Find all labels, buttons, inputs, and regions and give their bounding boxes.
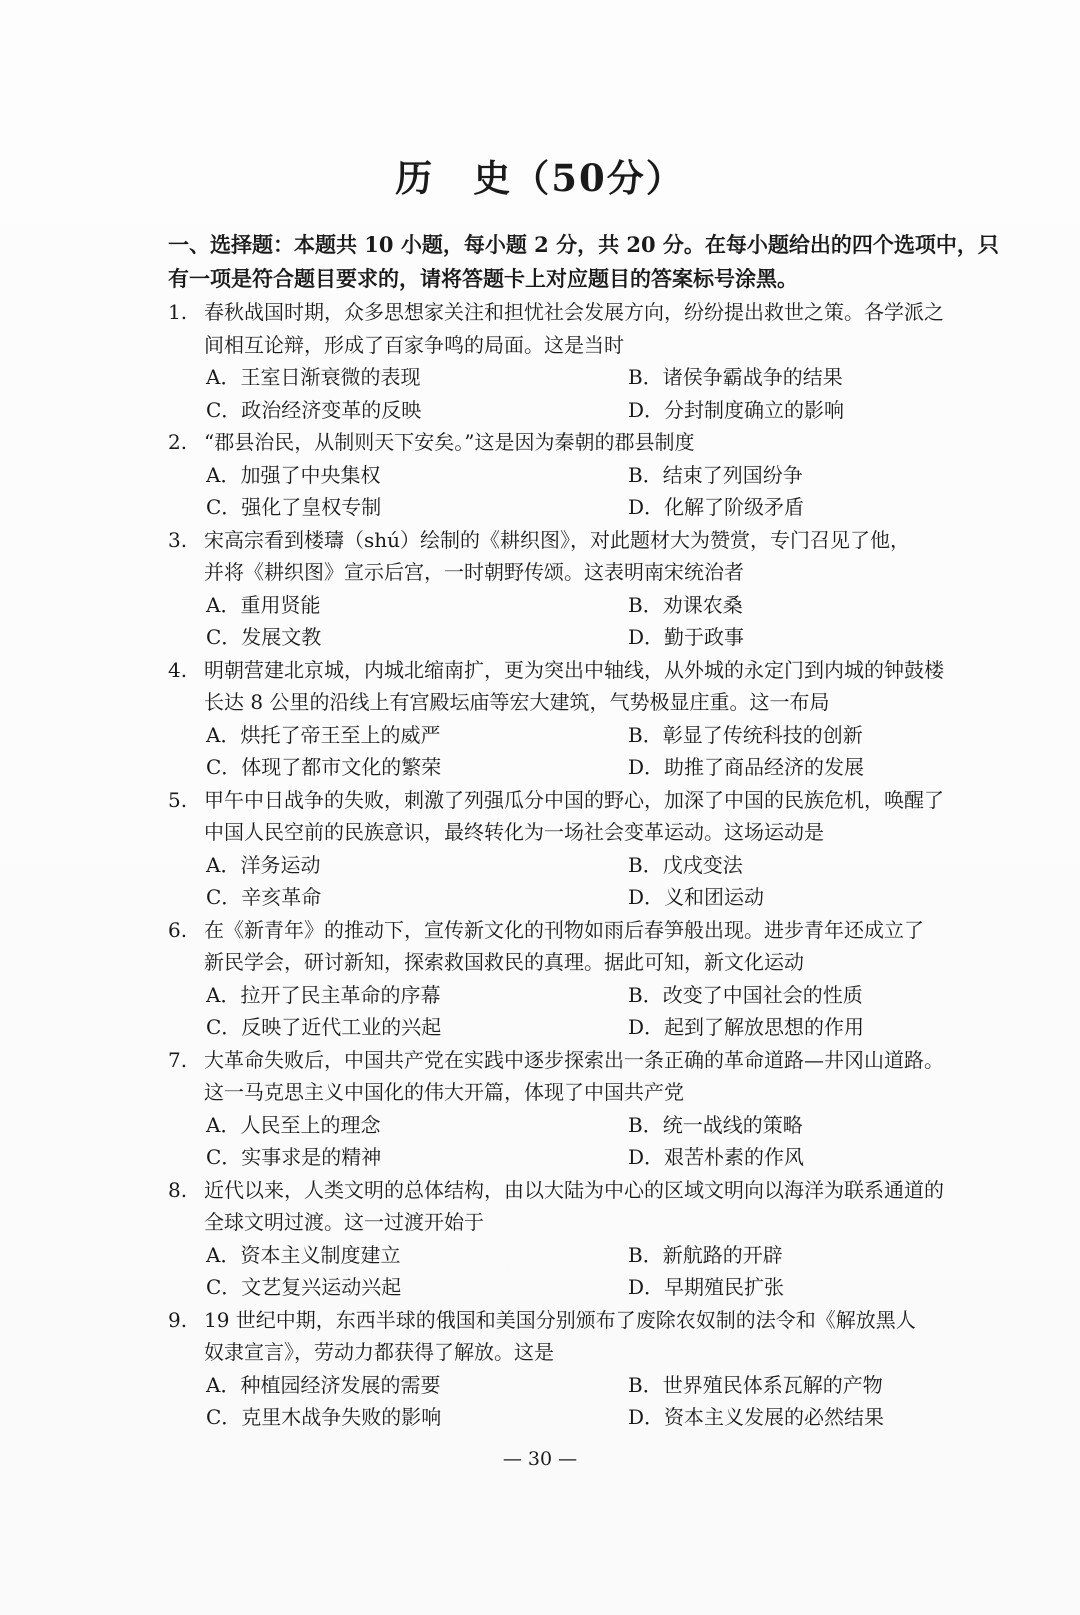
option-c: C．辛亥革命 <box>206 885 322 909</box>
question <box>168 1044 1008 1174</box>
question-stem: 在《新青年》的推动下，宣传新文化的刊物如雨后春笋般出现。进步青年还成立了 <box>204 917 924 942</box>
option-d: D．分封制度确立的影响 <box>628 397 845 422</box>
question-stem: 宋高宗看到楼璹（shú）绘制的《耕织图》，对此题材大为赞赏，专门召见了他， <box>204 527 911 552</box>
question <box>168 784 1008 914</box>
question <box>168 1174 1008 1304</box>
question-stem: 甲午中日战争的失败，刺激了列强瓜分中国的野心，加深了中国的民族危机，唤醒了 <box>204 787 944 812</box>
question-stem: 19 世纪中期，东西半球的俄国和美国分别颁布了废除农奴制的法令和《解放黑人 <box>204 1307 916 1332</box>
question-number: 3. <box>168 527 188 552</box>
option-a: A．资本主义制度建立 <box>206 1242 401 1267</box>
question <box>168 296 1008 426</box>
option-d: D．勤于政事 <box>628 625 745 649</box>
option-b: B．新航路的开辟 <box>628 1242 783 1267</box>
option-d: D．资本主义发展的必然结果 <box>628 1405 885 1429</box>
question-number: 9. <box>168 1307 188 1332</box>
question-stem-cont: 全球文明过渡。这一过渡开始于 <box>204 1210 484 1234</box>
option-c: C．反映了近代工业的兴起 <box>206 1015 442 1039</box>
option-d: D．义和团运动 <box>628 885 765 909</box>
question-stem-cont: 长达 8 公里的沿线上有宫殿坛庙等宏大建筑，气势极显庄重。这一布局 <box>204 690 830 714</box>
page-number: — 30 — <box>502 1448 578 1470</box>
question <box>168 524 1008 654</box>
option-b: B．彰显了传统科技的创新 <box>628 722 863 747</box>
question-stem-cont: 并将《耕织图》宣示后宫，一时朝野传颂。这表明南宋统治者 <box>204 560 744 584</box>
question-stem-cont: 间相互论辩，形成了百家争鸣的局面。这是当时 <box>204 332 624 357</box>
option-d: D．化解了阶级矛盾 <box>628 495 805 519</box>
option-d: D．艰苦朴素的作风 <box>628 1145 805 1169</box>
option-d: D．助推了商品经济的发展 <box>628 755 865 779</box>
option-b: B．世界殖民体系瓦解的产物 <box>628 1372 883 1397</box>
question <box>168 426 1008 524</box>
option-a: A．洋务运动 <box>206 852 321 877</box>
question-number: 1. <box>168 300 188 324</box>
option-a: A．人民至上的理念 <box>206 1112 381 1137</box>
option-c: C．克里木战争失败的影响 <box>206 1405 442 1429</box>
question-number: 4. <box>168 657 188 682</box>
option-b: B．诸侯争霸战争的结果 <box>628 365 843 389</box>
question-stem-cont: 奴隶宣言》，劳动力都获得了解放。这是 <box>204 1340 554 1364</box>
option-a: A．烘托了帝王至上的威严 <box>206 722 441 747</box>
option-d: D．起到了解放思想的作用 <box>628 1015 865 1039</box>
question <box>168 1304 1008 1434</box>
question-stem: 明朝营建北京城，内城北缩南扩，更为突出中轴线，从外城的永定门到内城的钟鼓楼 <box>204 657 944 682</box>
section-instructions: 一、选择题：本题共 10 小题，每小题 2 分，共 20 分。在每小题给出的四个选项中，只有一项是符合题目要求的，请将答题卡上对应题目的答案标号涂黑。 <box>168 232 999 291</box>
option-a: A．重用贤能 <box>206 592 321 617</box>
question-number: 6. <box>168 917 188 942</box>
option-c: C．强化了皇权专制 <box>206 495 382 519</box>
option-c: C．体现了都市文化的繁荣 <box>206 755 442 779</box>
question-stem: 近代以来，人类文明的总体结构，由以大陆为中心的区域文明向以海洋为联系通道的 <box>204 1177 944 1202</box>
question-stem: “郡县治民，从制则天下安矣。”这是因为秦朝的郡县制度 <box>204 430 695 454</box>
option-c: C．实事求是的精神 <box>206 1145 382 1169</box>
question <box>168 914 1008 1044</box>
question-stem-cont: 新民学会，研讨新知，探索救国救民的真理。据此可知，新文化运动 <box>204 950 804 974</box>
option-b: B．统一战线的策略 <box>628 1112 803 1137</box>
question-stem-cont: 这一马克思主义中国化的伟大开篇，体现了中国共产党 <box>204 1080 684 1104</box>
question-number: 5. <box>168 787 188 812</box>
option-b: B．结束了列国纷争 <box>628 462 803 487</box>
option-b: B．改变了中国社会的性质 <box>628 982 863 1007</box>
option-a: A．拉开了民主革命的序幕 <box>206 982 441 1007</box>
option-c: C．政治经济变革的反映 <box>206 397 422 422</box>
question-number: 2. <box>168 430 188 454</box>
question-stem: 春秋战国时期，众多思想家关注和担忧社会发展方向，纷纷提出救世之策。各学派之 <box>204 300 944 324</box>
question-stem-cont: 中国人民空前的民族意识，最终转化为一场社会变革运动。这场运动是 <box>204 820 824 844</box>
option-d: D．早期殖民扩张 <box>628 1275 785 1299</box>
option-b: B．戊戌变法 <box>628 852 743 877</box>
page-title: 历 史（50分） <box>395 156 685 200</box>
option-a: A．王室日渐衰微的表现 <box>206 365 421 389</box>
question-stem: 大革命失败后，中国共产党在实践中逐步探索出一条正确的革命道路—井冈山道路。 <box>204 1047 944 1072</box>
question-number: 7. <box>168 1047 188 1072</box>
option-a: A．加强了中央集权 <box>206 462 381 487</box>
question-list <box>168 296 1008 1434</box>
option-b: B．劝课农桑 <box>628 592 743 617</box>
option-a: A．种植园经济发展的需要 <box>206 1372 441 1397</box>
question-number: 8. <box>168 1177 188 1202</box>
question <box>168 654 1008 784</box>
option-c: C．文艺复兴运动兴起 <box>206 1275 402 1299</box>
option-c: C．发展文教 <box>206 625 322 649</box>
